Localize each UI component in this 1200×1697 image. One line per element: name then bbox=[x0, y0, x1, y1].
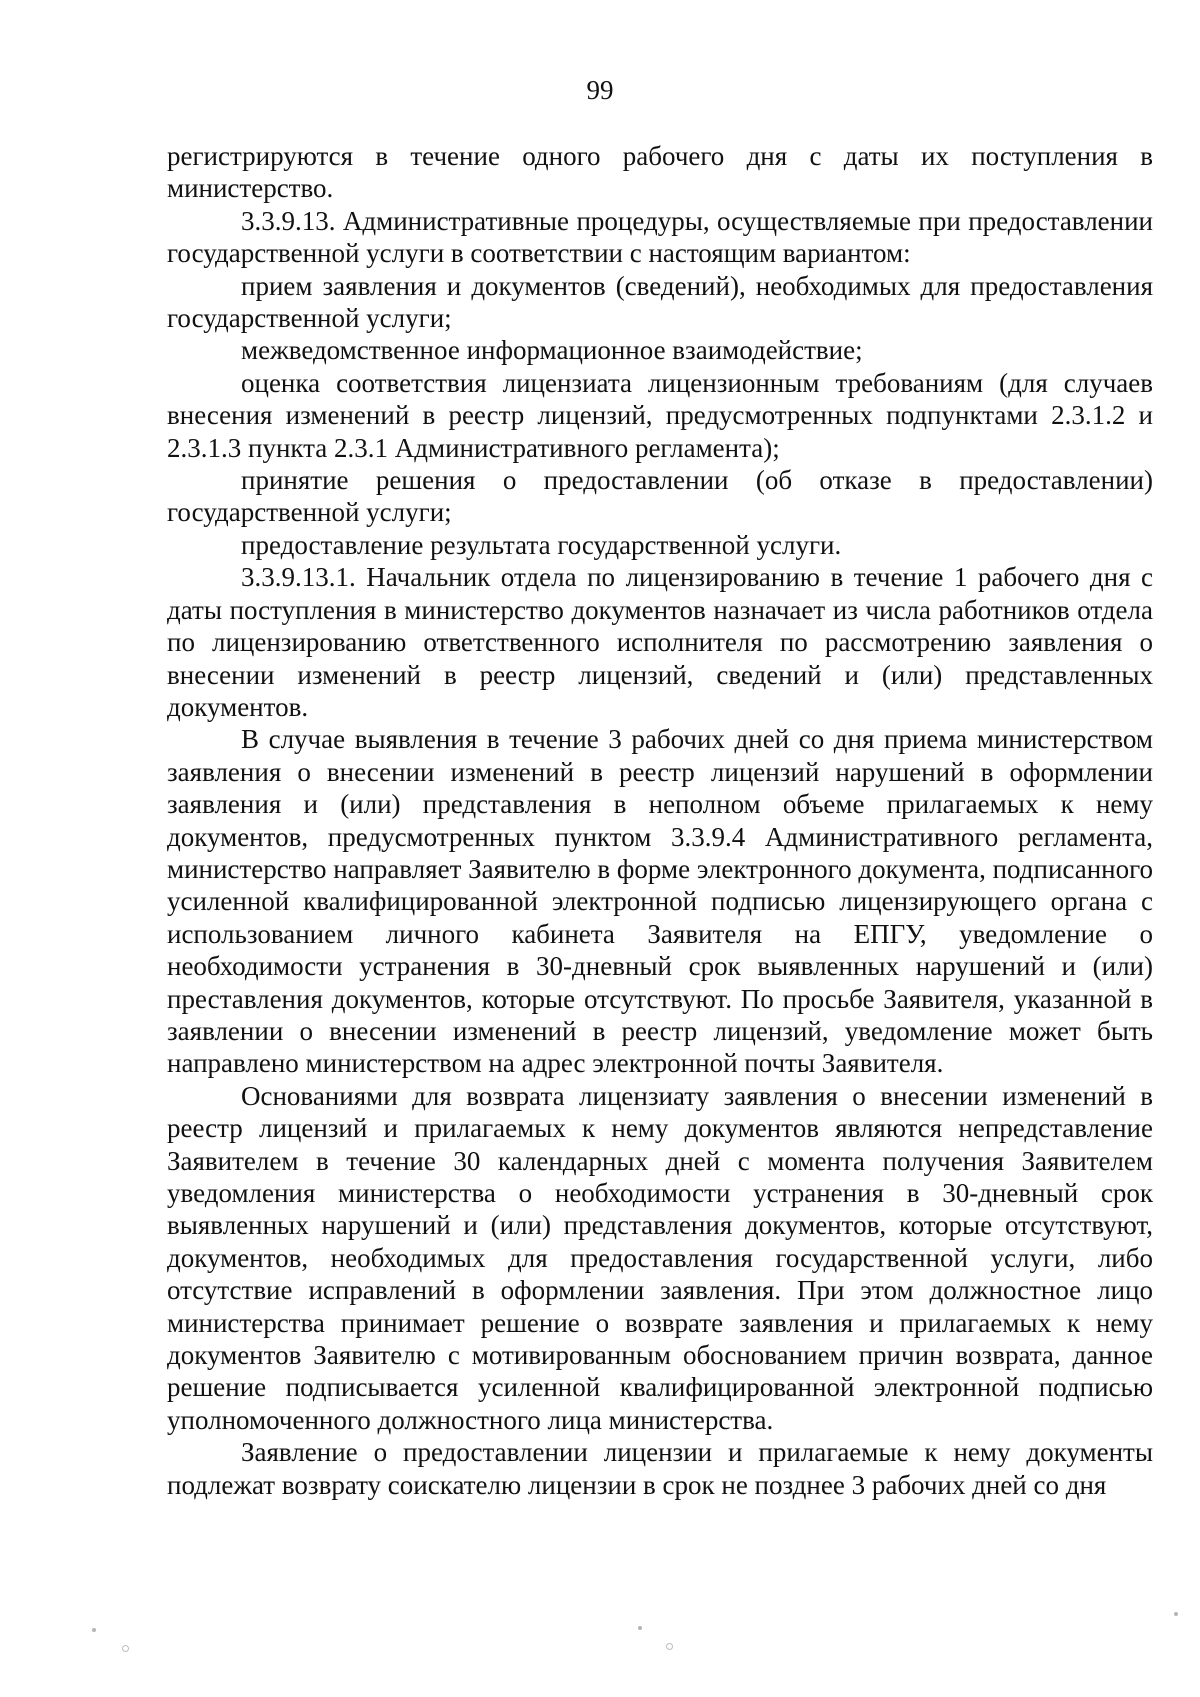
scan-speck bbox=[638, 1626, 642, 1630]
paragraph-9: В случае выявления в течение 3 рабочих дней со дня приема министерством заявления о внесении изменений в реестр лицензий нарушений в оформлении заявления и (или) представления в неполном объеме прилагаемых к нему документов, предусмотренных пунктом 3.3.9.4 Административного регламента, министерство направляет Заявителю в форме электронного документа, подписанного усиленной квалифицированной электронной подписью лицензирующего органа с использованием личного кабинета Заявителя на ЕПГУ, уведомление о необходимости устранения в 30-дневный срок выявленных нарушений и (или) преставления документов, которые отсутствуют. По просьбе Заявителя, указанной в заявлении о внесении изменений в реестр лицензий, уведомление может быть направлено министерством на адрес электронной почты Заявителя. bbox=[167, 724, 1153, 1079]
paragraph-7: предоставление результата государственной услуги. bbox=[241, 529, 842, 560]
paragraph-4: межведомственное информационное взаимодействие; bbox=[241, 335, 863, 366]
paragraph-6: принятие решения о предоставлении (об отказе в предоставлении) государственной услуги; bbox=[167, 465, 1153, 528]
paragraph-5: оценка соответствия лицензиата лицензионным требованиям (для случаев внесения изменений в реестр лицензий, предусмотренных подпунктами 2.3.1.2 и 2.3.1.3 пункта 2.3.1 Административного регламента); bbox=[167, 367, 1153, 463]
scan-speck bbox=[122, 1645, 129, 1652]
paragraph-11: Заявление о предоставлении лицензии и прилагаемые к нему документы подлежат возврату соискателю лицензии в срок не позднее 3 рабочих дней со дня bbox=[167, 1437, 1153, 1500]
page-number: 99 bbox=[586, 75, 614, 105]
scan-speck bbox=[1174, 1612, 1178, 1616]
paragraph-3: прием заявления и документов (сведений), необходимых для предоставления государственной услуги; bbox=[167, 270, 1153, 334]
scan-speck bbox=[92, 1628, 96, 1632]
paragraph-2: 3.3.9.13. Административные процедуры, осуществляемые при предоставлении государственной услуги в соответствии с настоящим вариантом: bbox=[167, 205, 1153, 269]
document-body bbox=[167, 140, 1153, 1501]
paragraph-10: Основаниями для возврата лицензиату заявления о внесении изменений в реестр лицензий и прилагаемых к нему документов являются непредставление Заявителем в течение 30 календарных дней с момента получения Заявителем уведомления министерства о необходимости устранения в 30-дневный срок выявленных нарушений и (или) представления документов, которые отсутствуют, документов, необходимых для предоставления государственной услуги, либо отсутствие исправлений в оформлении заявления. При этом должностное лицо министерства принимает решение о возврате заявления и прилагаемых к нему документов Заявителю с мотивированным обоснованием причин возврата, данное решение подписывается усиленной квалифицированной электронной подписью уполномоченного должностного лица министерства. bbox=[167, 1080, 1153, 1435]
paragraph-1: регистрируются в течение одного рабочего дня с даты их поступления в министерство. bbox=[167, 141, 1153, 204]
paragraph-8: 3.3.9.13.1. Начальник отдела по лицензированию в течение 1 рабочего дня с даты поступления в министерство документов назначает из числа работников отдела по лицензированию ответственного исполнителя по рассмотрению заявления о внесении изменений в реестр лицензий, сведений и (или) представленных документов. bbox=[167, 562, 1153, 722]
scan-speck bbox=[666, 1643, 673, 1650]
